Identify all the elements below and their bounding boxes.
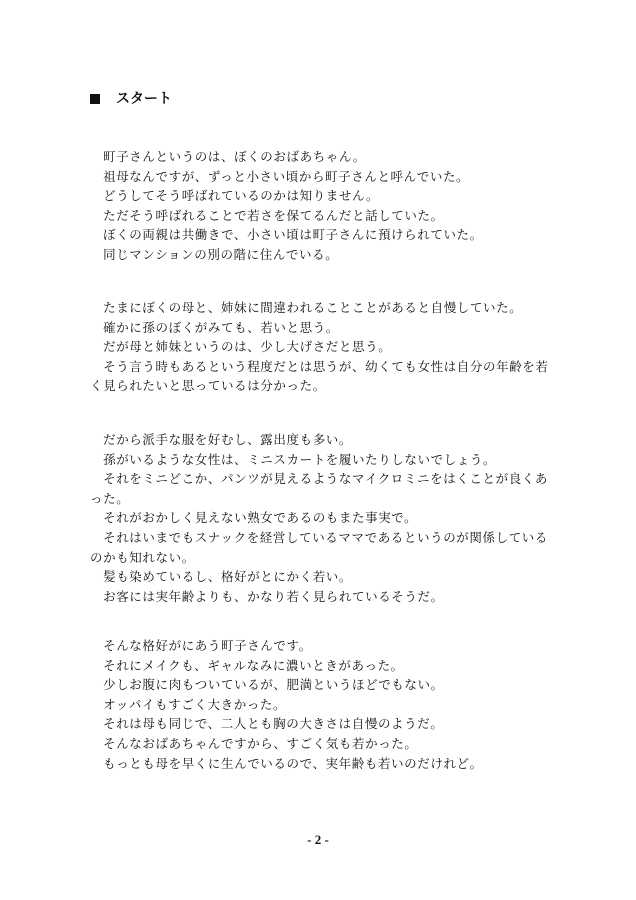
text-line: そんなおばあちゃんですから、すごく気も若かった。 (90, 735, 418, 751)
page-number: - 2 - (307, 832, 329, 847)
text-line: 町子さんというのは、ぼくのおばあちゃん。 (90, 149, 366, 164)
section-heading (90, 90, 172, 108)
paragraph-4 (90, 636, 550, 773)
heading-title: スタート (116, 91, 172, 107)
text-line: 確かに孫のぼくがみても、若いと思う。 (90, 319, 339, 335)
text-line: どうしてそう呼ばれているのかは知りません。 (90, 188, 379, 204)
paragraph-3 (90, 430, 550, 606)
text-line: 髪も染めているし、格好がとにかく若い。 (90, 569, 353, 585)
text-line: それはいまでもスナックを経営しているママであるというのが関係している (90, 529, 549, 545)
text-line: 同じマンションの別の階に住んでいる。 (90, 246, 339, 262)
heading-square-marker (90, 94, 100, 104)
text-line: それは母も同じで、二人とも胸の大きさは自慢のようだ。 (90, 716, 444, 732)
text-line: 祖母なんですが、ずっと小さい頃から町子さんと呼んでいた。 (90, 168, 470, 184)
text-line: ただそう呼ばれることで若さを保てるんだと話していた。 (90, 207, 444, 223)
text-line: のかも知れない。 (90, 549, 195, 565)
text-line: だが母と姉妹というのは、少し大げさだと思う。 (90, 339, 392, 355)
text-line: それにメイクも、ギャルなみに濃いときがあった。 (90, 657, 404, 673)
text-line: った。 (90, 490, 130, 506)
text-line: だから派手な服を好むし、露出度も多い。 (90, 432, 353, 447)
text-line: 少しお腹に肉もついているが、肥満というほどでもない。 (90, 677, 444, 693)
text-line: オッパイもすごく大きかった。 (90, 696, 287, 712)
text-line: お客には実年齢よりも、かなり若く見られているそうだ。 (90, 588, 444, 604)
text-line: たまにぼくの母と、姉妹に間違われることことがあると自慢していた。 (90, 300, 523, 315)
text-line: 孫がいるような女性は、ミニスカートを履いたりしないでしょう。 (90, 451, 497, 467)
text-line: それをミニどこか、パンツが見えるようなマイクロミニをはくことが良くあ (90, 471, 549, 487)
text-line: もっとも母を早くに生んでいるので、実年齢も若いのだけれど。 (90, 755, 483, 771)
text-line: そんな格好がにあう町子さんです。 (90, 638, 312, 653)
paragraph-2 (90, 298, 550, 396)
paragraph-1 (90, 147, 550, 265)
text-line: そう言う時もあるという程度だとは思うが、幼くても女性は自分の年齢を若 (90, 358, 549, 374)
text-line: ぼくの両親は共働きで、小さい頃は町子さんに預けられていた。 (90, 227, 483, 243)
text-line: く見られたいと思っているは分かった。 (90, 378, 326, 394)
text-line: それがおかしく見えない熟女であるのもまた事実で。 (90, 510, 418, 526)
